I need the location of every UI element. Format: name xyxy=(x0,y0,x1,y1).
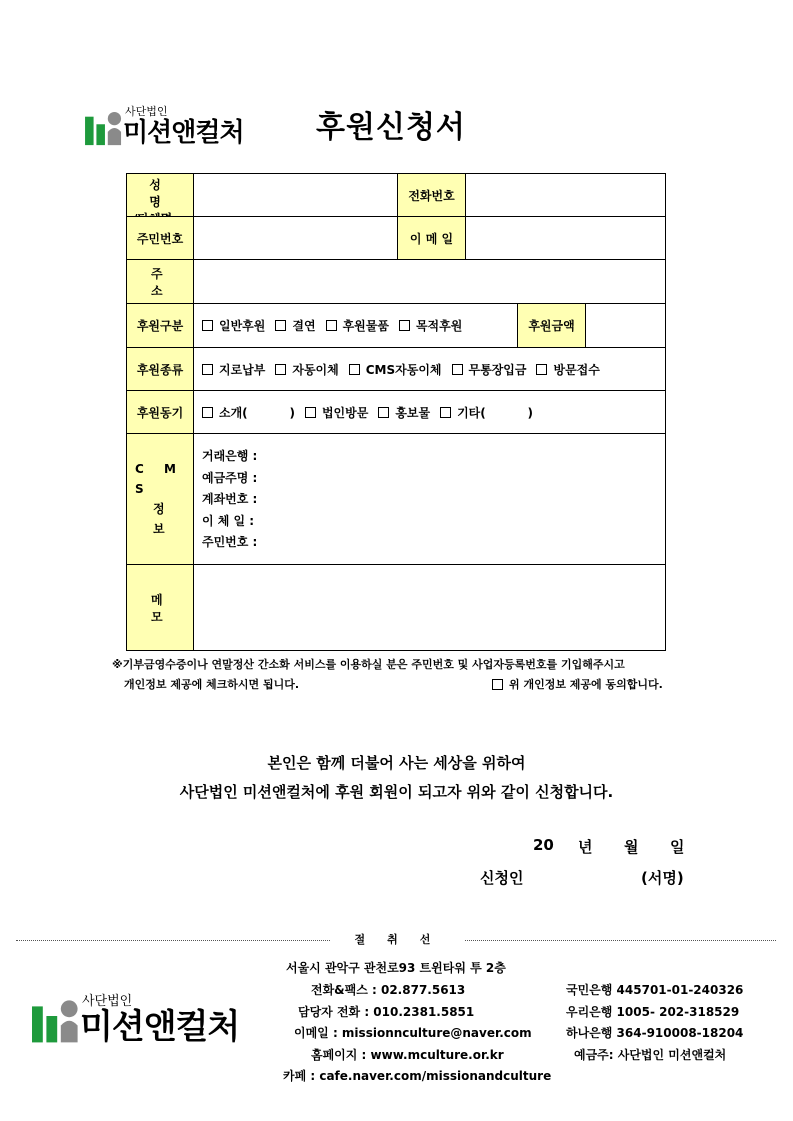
donation-motive-options xyxy=(194,391,543,433)
applicant-label: 신청인 xyxy=(480,869,524,887)
bank-account-holder: 예금주: 사단법인 미션앤컬처 xyxy=(574,1048,727,1062)
option-promo[interactable] xyxy=(378,404,430,421)
note-line-1: ※기부금영수증이나 연말정산 간소화 서비스를 이용하실 분은 주민번호 및 사업자등록번호를 기입해주시고 xyxy=(112,658,625,671)
logo-org-type: 사단법인 xyxy=(82,994,133,1009)
consent-label: 위 개인정보 제공에 동의합니다. xyxy=(509,678,663,691)
checkbox-icon xyxy=(492,679,503,690)
cms-fields xyxy=(202,446,257,554)
name-field[interactable] xyxy=(194,174,397,216)
date-year: 년 xyxy=(578,838,593,856)
option-label: 결연 xyxy=(292,319,316,333)
checkbox-icon xyxy=(202,407,213,418)
cms-transfer-day-field[interactable]: 이 체 일 : xyxy=(202,513,255,528)
row-memo xyxy=(127,565,665,650)
checkbox-icon xyxy=(326,320,337,331)
cms-account-field[interactable]: 계좌번호 : xyxy=(202,492,258,506)
option-label: 기타( ) xyxy=(457,405,534,420)
date-month: 월 xyxy=(624,838,639,856)
donation-type-options xyxy=(194,304,472,347)
logo-org-type: 사단법인 xyxy=(125,105,168,118)
checkbox-icon xyxy=(202,320,213,331)
contact-phone-fax: 전화&팩스 : 02.877.5613 xyxy=(311,983,466,997)
bank-woori: 우리은행 1005- 202-318529 xyxy=(566,1005,740,1019)
contact-homepage[interactable]: 홈페이지 : www.mculture.or.kr xyxy=(311,1048,504,1062)
cut-line-label: 절취선 xyxy=(330,931,465,947)
application-form xyxy=(126,173,666,651)
option-label: CMS자동이체 xyxy=(365,362,442,377)
donation-motive-label: 후원동기 xyxy=(127,391,194,433)
row-address xyxy=(127,260,665,304)
contact-manager: 담당자 전화 : 010.2381.5851 xyxy=(298,1005,475,1019)
amount-field[interactable] xyxy=(586,304,665,347)
donation-type-label: 후원구분 xyxy=(127,304,194,347)
logo-mark-icon xyxy=(32,999,80,1045)
checkbox-icon xyxy=(399,320,410,331)
option-giro[interactable] xyxy=(202,361,265,378)
date-day: 일 xyxy=(670,838,685,856)
row-donation-method xyxy=(127,348,665,391)
row-cms-info xyxy=(127,434,665,565)
address-label: 주 소 xyxy=(127,260,194,303)
pledge-line-1: 본인은 함께 더불어 사는 세상을 위하여 xyxy=(267,754,526,772)
org-logo xyxy=(85,103,244,147)
logo-org-name: 미션앤컬처 xyxy=(80,1007,240,1047)
cms-label-line2: 정 보 xyxy=(153,502,191,536)
cms-bank-field[interactable]: 거래은행 : xyxy=(202,449,258,463)
option-purpose[interactable] xyxy=(399,317,462,334)
consent-checkbox[interactable] xyxy=(492,676,663,692)
option-label: 방문접수 xyxy=(553,362,600,377)
name-label-line1: 성 명 xyxy=(149,178,171,209)
bank-hana: 하나은행 364-910008-18204 xyxy=(566,1026,744,1040)
donation-method-options xyxy=(194,348,610,390)
cms-holder-field[interactable]: 예금주명 : xyxy=(202,470,258,485)
option-auto-transfer[interactable] xyxy=(275,361,338,378)
option-bank-deposit[interactable] xyxy=(452,361,527,378)
cms-label-line1: C M S xyxy=(135,462,184,496)
checkbox-icon xyxy=(452,364,463,375)
cms-resident-no-field[interactable]: 주민번호 : xyxy=(202,535,258,549)
donation-method-label: 후원종류 xyxy=(127,348,194,390)
row-donation-type xyxy=(127,304,665,348)
checkbox-icon xyxy=(305,407,316,418)
pledge-line-2: 사단법인 미션앤컬처에 후원 회원이 되고자 위와 같이 신청합니다. xyxy=(179,783,614,801)
checkbox-icon xyxy=(378,407,389,418)
row-resident xyxy=(127,217,665,260)
footer-logo xyxy=(32,990,239,1045)
option-goods[interactable] xyxy=(326,317,389,334)
option-referral[interactable] xyxy=(202,404,295,421)
option-label: 지로납부 xyxy=(219,362,266,377)
resident-no-label: 주민번호 xyxy=(127,217,194,259)
row-name xyxy=(127,174,665,217)
amount-label: 후원금액 xyxy=(517,304,586,347)
contact-cafe[interactable]: 카페 : cafe.naver.com/missionandculture xyxy=(283,1069,552,1083)
row-donation-motive xyxy=(127,391,665,434)
resident-no-field[interactable] xyxy=(194,217,397,259)
logo-org-name: 미션앤컬처 xyxy=(123,118,244,148)
option-general[interactable] xyxy=(202,317,265,334)
option-cms[interactable] xyxy=(349,361,442,378)
phone-field[interactable] xyxy=(466,174,665,216)
phone-label: 전화번호 xyxy=(397,174,466,216)
name-label xyxy=(127,174,194,216)
checkbox-icon xyxy=(440,407,451,418)
date-year-prefix: 20 xyxy=(533,836,554,854)
contact-email[interactable]: 이메일 : missionnculture@naver.com xyxy=(294,1026,532,1040)
checkbox-icon xyxy=(202,364,213,375)
checkbox-icon xyxy=(275,320,286,331)
option-label: 자동이체 xyxy=(292,362,339,377)
option-label: 무통장입금 xyxy=(468,362,527,377)
option-label: 소개( ) xyxy=(219,405,295,420)
logo-mark-icon xyxy=(85,111,123,147)
checkbox-icon xyxy=(275,364,286,375)
note-line-2: 개인정보 제공에 체크하시면 됩니다. xyxy=(124,678,300,691)
option-label: 후원물품 xyxy=(342,319,389,333)
checkbox-icon xyxy=(536,364,547,375)
option-label: 홍보물 xyxy=(395,405,431,420)
checkbox-icon xyxy=(349,364,360,375)
option-label: 목적후원 xyxy=(415,319,463,333)
cms-label xyxy=(127,434,194,564)
option-label: 법인방문 xyxy=(321,405,369,420)
address-field[interactable] xyxy=(194,260,665,303)
email-field[interactable] xyxy=(466,217,665,259)
option-label: 일반후원 xyxy=(219,319,266,333)
sign-label[interactable]: (서명) xyxy=(641,869,684,887)
contact-address: 서울시 관악구 관천로93 트윈타워 투 2층 xyxy=(286,961,506,975)
email-label: 이 메 일 xyxy=(397,217,466,259)
option-other[interactable] xyxy=(440,404,533,421)
memo-label: 메 모 xyxy=(127,565,194,650)
memo-field[interactable] xyxy=(194,565,665,650)
option-sponsorship[interactable] xyxy=(275,317,315,334)
page-title: 후원신청서 xyxy=(316,110,466,145)
option-office-visit[interactable] xyxy=(305,404,368,421)
option-visit[interactable] xyxy=(536,361,599,378)
bank-kookmin: 국민은행 445701-01-240326 xyxy=(566,983,744,997)
